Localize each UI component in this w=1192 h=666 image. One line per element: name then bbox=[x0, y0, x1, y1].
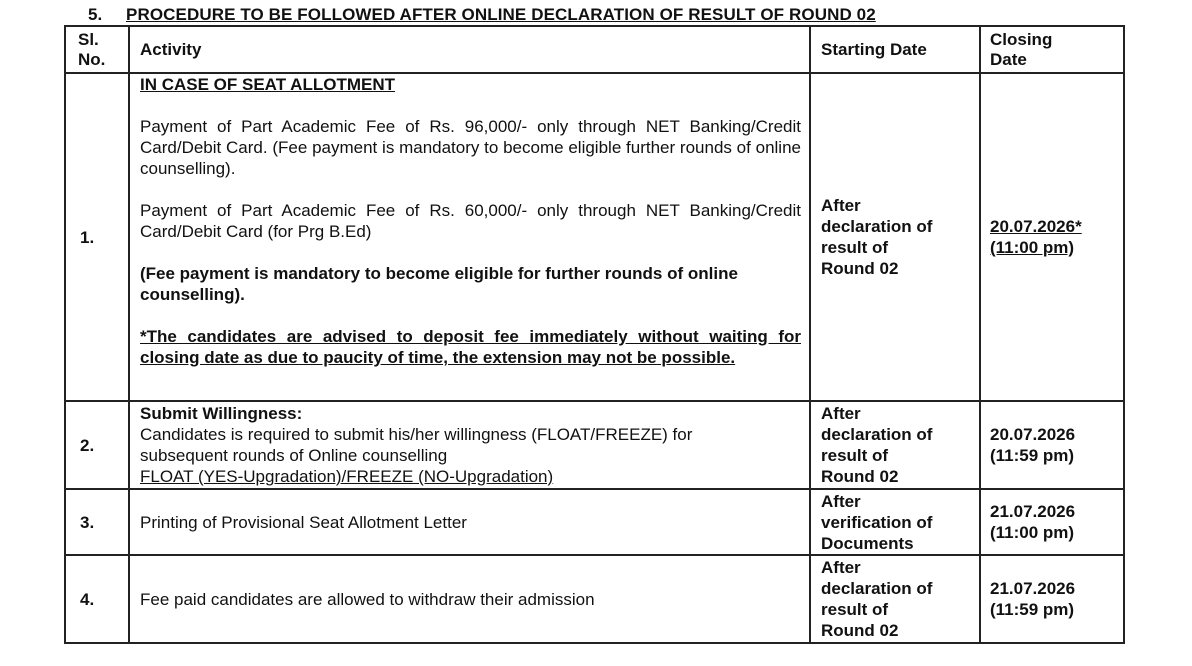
start-line: declaration of bbox=[821, 579, 933, 598]
activity-paragraph: (Fee payment is mandatory to become eligible for further rounds of online counselling). bbox=[140, 264, 738, 304]
activity-paragraph-text: Payment of Part Academic Fee of Rs. 96,000/- only through NET Banking/Credit Card/Debit Card. (Fee payment is mandatory to become eligible further rounds of online counselling). bbox=[140, 117, 801, 178]
header-closing-date bbox=[980, 26, 1124, 73]
table-row bbox=[65, 73, 1124, 401]
row-starting-date bbox=[810, 73, 980, 401]
start-line: declaration of bbox=[821, 217, 933, 236]
header-sl-no bbox=[65, 26, 129, 73]
row-closing-date bbox=[980, 73, 1124, 401]
row-sl-no: 2. bbox=[65, 401, 129, 489]
closing-date: 21.07.2026 bbox=[990, 502, 1076, 521]
closing-time: (11:59 pm) bbox=[990, 446, 1075, 465]
header-sl-line1: Sl. bbox=[78, 29, 99, 49]
row-starting-date bbox=[810, 489, 980, 555]
start-line: Round 02 bbox=[821, 621, 899, 640]
activity-title: Submit Willingness: bbox=[140, 404, 303, 423]
start-line: result of bbox=[821, 238, 889, 257]
section-number: 5. bbox=[88, 5, 103, 24]
activity-line: Candidates is required to submit his/her willingness (FLOAT/FREEZE) for bbox=[140, 425, 693, 444]
row-sl-no: 1. bbox=[65, 73, 129, 401]
row-activity bbox=[129, 401, 810, 489]
row-sl-no: 3. bbox=[65, 489, 129, 555]
start-line: After bbox=[821, 491, 861, 511]
activity-paragraph: Payment of Part Academic Fee of Rs. 60,000/- only through NET Banking/Credit Card/Debit Card (for Prg B.Ed) bbox=[140, 201, 801, 241]
row-closing-date bbox=[980, 401, 1124, 489]
start-line: Documents bbox=[821, 533, 914, 553]
closing-date: 20.07.2026 bbox=[990, 425, 1076, 444]
start-line: After bbox=[821, 404, 861, 423]
closing-time: (11:59 pm) bbox=[990, 600, 1075, 619]
row-activity: Fee paid candidates are allowed to withdraw their admission bbox=[129, 555, 810, 643]
section-title: PROCEDURE TO BE FOLLOWED AFTER ONLINE DECLARATION OF RESULT OF ROUND 02 bbox=[126, 5, 876, 24]
closing-date: 20.07.2026* bbox=[990, 217, 1082, 236]
table-row bbox=[65, 489, 1124, 555]
closing-date: 21.07.2026 bbox=[990, 579, 1076, 598]
table-row bbox=[65, 401, 1124, 489]
row-starting-date bbox=[810, 555, 980, 643]
procedure-table bbox=[64, 25, 1125, 644]
activity-heading: IN CASE OF SEAT ALLOTMENT bbox=[140, 75, 395, 94]
start-line: declaration of bbox=[821, 425, 933, 444]
table-header-row bbox=[65, 26, 1124, 73]
section-heading bbox=[88, 5, 876, 25]
row-closing-date bbox=[980, 555, 1124, 643]
activity-line: FLOAT (YES-Upgradation)/FREEZE (NO-Upgradation) bbox=[140, 467, 554, 486]
header-starting-date: Starting Date bbox=[810, 26, 980, 73]
row-activity: Printing of Provisional Seat Allotment Letter bbox=[129, 489, 810, 555]
start-line: After bbox=[821, 196, 861, 215]
row-activity bbox=[129, 73, 810, 401]
row-starting-date bbox=[810, 401, 980, 489]
closing-time: (11:00 pm) bbox=[990, 238, 1075, 257]
start-line: result of bbox=[821, 446, 889, 465]
header-closing-line2: Date bbox=[990, 49, 1027, 69]
row-sl-no: 4. bbox=[65, 555, 129, 643]
activity-paragraph bbox=[140, 116, 801, 179]
start-line: Round 02 bbox=[821, 259, 899, 278]
start-line: After bbox=[821, 558, 861, 577]
closing-time: (11:00 pm) bbox=[990, 523, 1075, 542]
activity-line: subsequent rounds of Online counselling bbox=[140, 446, 448, 465]
start-line: verification of bbox=[821, 512, 933, 532]
row-closing-date bbox=[980, 489, 1124, 555]
start-line: Round 02 bbox=[821, 467, 899, 486]
activity-note: *The candidates are advised to deposit fee immediately without waiting for closing date as due to paucity of time, the extension may not be possible. bbox=[140, 327, 801, 367]
header-sl-line2: No. bbox=[78, 49, 106, 69]
header-activity: Activity bbox=[129, 26, 810, 73]
start-line: result of bbox=[821, 600, 889, 619]
table-row bbox=[65, 555, 1124, 643]
header-closing-line1: Closing bbox=[990, 29, 1053, 49]
